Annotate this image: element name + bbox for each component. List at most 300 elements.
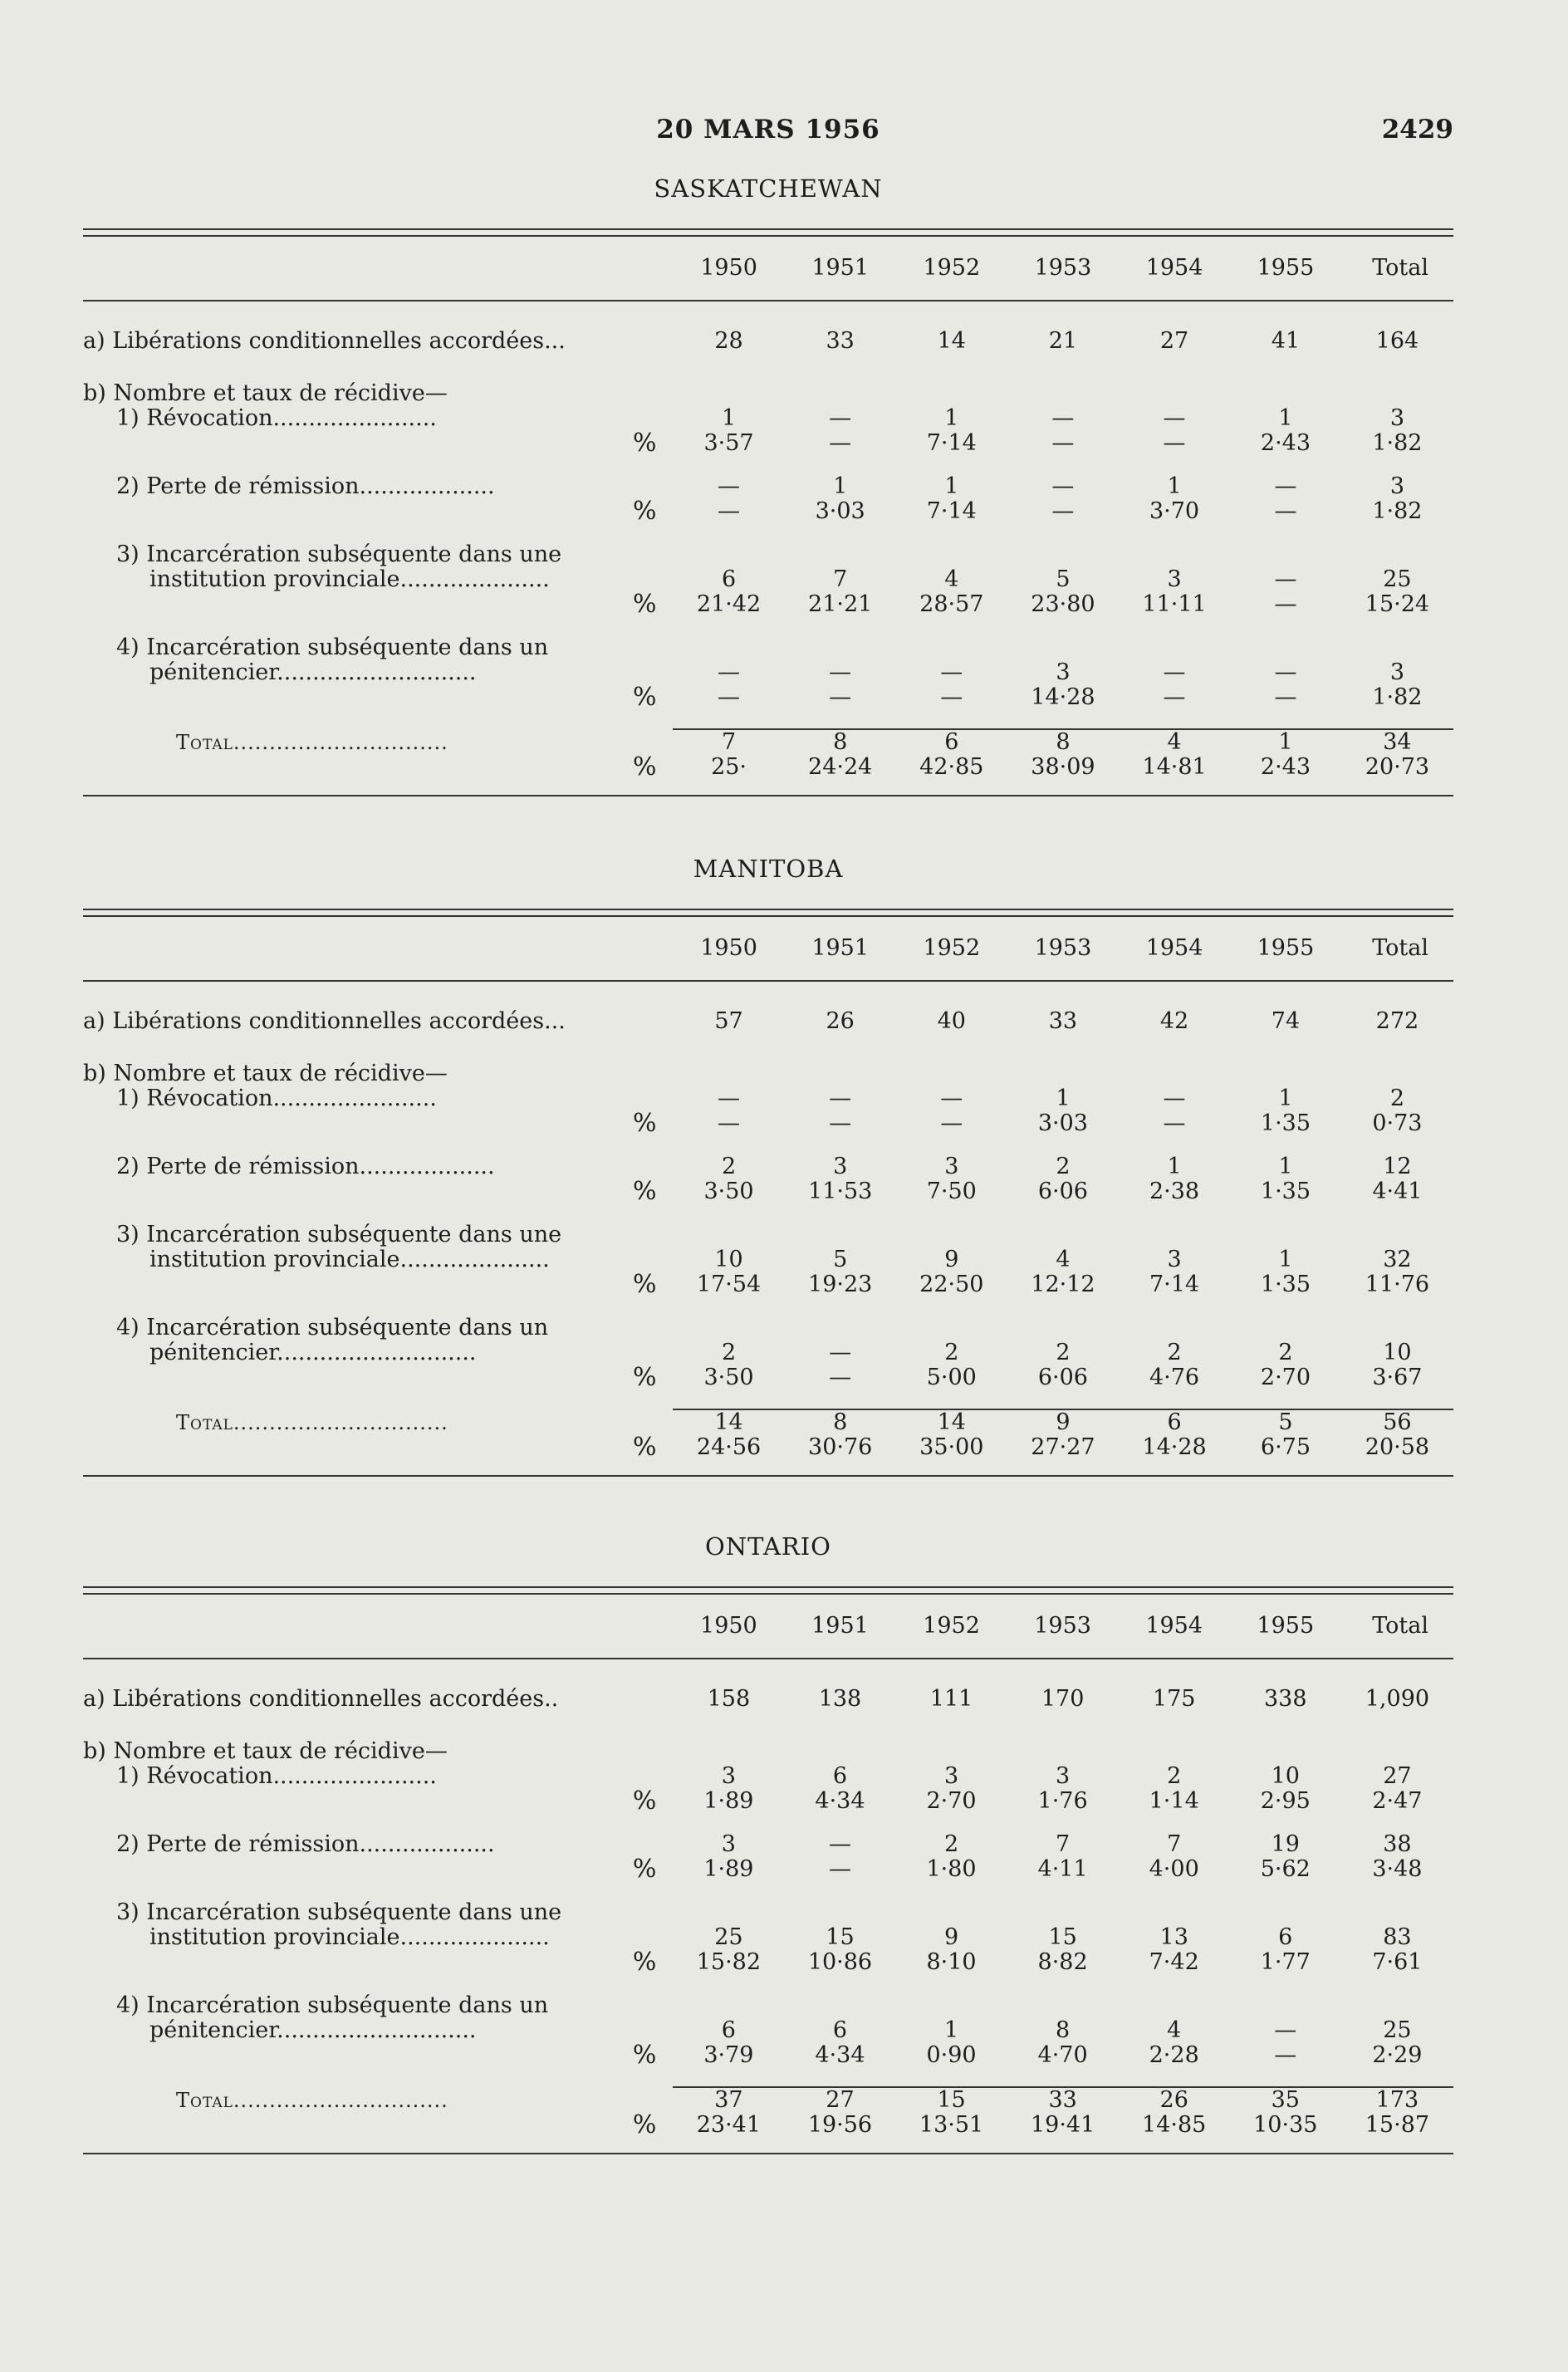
provinciale-pct-cell-0: 21·42 bbox=[696, 591, 762, 617]
remission-label-text: 2) Perte de rémission................... bbox=[116, 473, 495, 499]
liberations-row bbox=[83, 981, 1453, 1061]
total-label-text: Total.............................. bbox=[176, 1411, 448, 1434]
remission-pct-cell-1: 3·03 bbox=[815, 498, 865, 524]
row-gap-cell bbox=[83, 1390, 1453, 1409]
total-pct-cell-1: 19·56 bbox=[807, 2112, 873, 2138]
revocation-pct-cell-1: — bbox=[829, 1110, 852, 1136]
revocation-pct-cell-0: — bbox=[718, 1110, 741, 1136]
penitencier-count-cell-0: 6 bbox=[721, 2017, 736, 2043]
row-gap-cell bbox=[83, 1204, 1453, 1223]
revocation-pct-cell-2: 2·70 bbox=[926, 1788, 977, 1814]
page-date: 20 MARS 1956 bbox=[656, 115, 880, 145]
total-count-cell-2: 15 bbox=[896, 2087, 1007, 2113]
revocation-label-text: 1) Révocation....................... bbox=[116, 1763, 437, 1789]
liberations-cell-4: 27 bbox=[1159, 328, 1189, 354]
penitencier-pct-spacer bbox=[576, 635, 674, 685]
penitencier-pct-spacer bbox=[576, 1993, 674, 2043]
penitencier-pct-row bbox=[83, 685, 1453, 710]
remission-pct-cell-2: 7·50 bbox=[926, 1179, 977, 1204]
penitencier-count-cell-2: — bbox=[940, 659, 963, 685]
liberations-cell-6: 1,090 bbox=[1365, 1686, 1430, 1712]
header-spacer bbox=[83, 237, 576, 300]
remission-count-cell-2: 1 bbox=[944, 473, 959, 499]
double-rule bbox=[83, 1586, 1453, 1595]
liberations-cell-1: 26 bbox=[826, 1008, 855, 1034]
column-header-1953: 1953 bbox=[1034, 935, 1092, 961]
column-header-1954: 1954 bbox=[1145, 255, 1203, 281]
row-gap-cell bbox=[83, 2068, 1453, 2087]
row-gap bbox=[83, 1975, 1453, 1993]
liberations-cell-6: 272 bbox=[1375, 1008, 1419, 1034]
liberations-cell-3: 21 bbox=[1048, 328, 1078, 354]
row-gap-cell bbox=[83, 1814, 1453, 1832]
column-header-1955: 1955 bbox=[1257, 1613, 1315, 1639]
provinciale-count-cell-3: 15 bbox=[1048, 1924, 1077, 1950]
penitencier-count-cell-5: 2 bbox=[1278, 1340, 1293, 1365]
total-pct-sign: % bbox=[632, 2110, 657, 2139]
total-count-cell-5: 1 bbox=[1230, 729, 1341, 755]
revocation-count-cell-2: 1 bbox=[944, 405, 959, 431]
column-header-1951: 1951 bbox=[811, 1613, 869, 1639]
liberations-row bbox=[83, 301, 1453, 381]
penitencier-pct-cell-4: 2·28 bbox=[1149, 2042, 1199, 2068]
revocation-label-text: 1) Révocation....................... bbox=[116, 405, 437, 431]
revocation-pct-sign: % bbox=[632, 1786, 657, 1816]
liberations-cell-2: 14 bbox=[937, 328, 966, 354]
penitencier-pct-label-spacer bbox=[83, 685, 576, 710]
total-label-text: Total.............................. bbox=[176, 2089, 448, 2112]
section-ontario bbox=[83, 1528, 1453, 2154]
revocation-count-cell-0: 3 bbox=[721, 1763, 736, 1789]
provinciale-pct-spacer bbox=[576, 1223, 674, 1272]
provinciale-count-cell-4: 3 bbox=[1167, 1247, 1182, 1272]
liberations-cell-5: 74 bbox=[1271, 1008, 1301, 1034]
provinciale-pct-cell-6: 7·61 bbox=[1372, 1949, 1423, 1975]
row-gap bbox=[83, 1882, 1453, 1900]
header-row bbox=[83, 917, 1453, 980]
penitencier-pct-cell-2: — bbox=[940, 684, 963, 710]
provinciale-pct-cell-1: 10·86 bbox=[807, 1949, 873, 1975]
row-gap bbox=[83, 1814, 1453, 1832]
liberations-label: a) Libérations conditionnelles accordées... bbox=[83, 328, 566, 354]
header-row bbox=[83, 1595, 1453, 1658]
provinciale-count-cell-4: 3 bbox=[1167, 566, 1182, 592]
penitencier-pct-sign: % bbox=[632, 683, 657, 712]
penitencier-count-cell-1: — bbox=[829, 1340, 852, 1365]
provinciale-pct-cell-5: 1·77 bbox=[1260, 1949, 1311, 1975]
remission-pct-cell-6: 3·48 bbox=[1372, 1856, 1423, 1882]
total-count-cell-2: 14 bbox=[896, 1409, 1007, 1435]
total-label-text: Total.............................. bbox=[176, 731, 448, 754]
recidive-heading: b) Nombre et taux de récidive— bbox=[83, 380, 448, 406]
liberations-cell-0: 28 bbox=[714, 328, 743, 354]
total-pct-sign: % bbox=[632, 1433, 657, 1462]
revocation-pct-cell-2: 7·14 bbox=[926, 430, 977, 456]
liberations-spacer bbox=[576, 301, 674, 381]
revocation-pct-cell-5: 1·35 bbox=[1260, 1110, 1311, 1136]
penitencier-pct-label-spacer bbox=[83, 2043, 576, 2068]
remission-count-cell-2: 3 bbox=[944, 1154, 959, 1179]
remission-count-cell-6: 3 bbox=[1389, 473, 1404, 499]
remission-pct-cell-0: 3·50 bbox=[703, 1179, 754, 1204]
revocation-pct-cell-3: 1·76 bbox=[1037, 1788, 1088, 1814]
remission-pct-label-spacer bbox=[83, 499, 576, 524]
column-header-1952: 1952 bbox=[923, 935, 981, 961]
revocation-count-cell-5: 10 bbox=[1271, 1763, 1300, 1789]
total-count-row bbox=[83, 729, 1453, 755]
remission-count-cell-3: — bbox=[1051, 473, 1075, 499]
provinciale-count-cell-6: 83 bbox=[1383, 1924, 1412, 1950]
penitencier-count-row bbox=[83, 1993, 1453, 2043]
column-header-1951: 1951 bbox=[811, 935, 870, 961]
remission-count-cell-4: 1 bbox=[1167, 1154, 1182, 1179]
revocation-pct-row bbox=[83, 1789, 1453, 1814]
revocation-pct-cell-6: 0·73 bbox=[1372, 1110, 1423, 1136]
column-header-1950: 1950 bbox=[700, 1613, 757, 1639]
revocation-count-cell-6: 3 bbox=[1389, 405, 1404, 431]
total-count-cell-0: 7 bbox=[673, 729, 784, 755]
penitencier-pct-spacer bbox=[576, 1316, 674, 1365]
remission-count-cell-3: 7 bbox=[1056, 1831, 1071, 1857]
remission-label bbox=[83, 474, 576, 499]
recidive-heading-row bbox=[83, 381, 1453, 406]
liberations-cell-4: 175 bbox=[1152, 1686, 1196, 1712]
liberations-cell-3: 33 bbox=[1048, 1008, 1078, 1034]
total-label bbox=[83, 729, 576, 755]
liberations-cell-0: 57 bbox=[714, 1008, 743, 1034]
provinciale-label-line2: institution provinciale..................... bbox=[149, 1247, 550, 1272]
column-header-1953: 1953 bbox=[1034, 1613, 1091, 1639]
penitencier-pct-cell-3: 4·70 bbox=[1037, 2042, 1088, 2068]
liberations-cell-2: 40 bbox=[937, 1008, 966, 1034]
provinciale-label-line2: institution provinciale..................... bbox=[149, 1924, 550, 1950]
total-count-cell-0: 14 bbox=[673, 1409, 784, 1435]
remission-pct-sign: % bbox=[632, 1177, 657, 1206]
penitencier-label-line1: 4) Incarcération subséquente dans un bbox=[116, 1992, 549, 2018]
penitencier-pct-cell-1: — bbox=[829, 684, 852, 710]
remission-pct-sign: % bbox=[632, 1855, 657, 1884]
liberations-cell-5: 41 bbox=[1271, 328, 1301, 354]
penitencier-pct-cell-5: — bbox=[1274, 2042, 1297, 2068]
row-gap bbox=[83, 1297, 1453, 1316]
total-count-cell-1: 8 bbox=[785, 1409, 896, 1435]
header-spacer bbox=[576, 237, 674, 300]
revocation-pct-cell-6: 1·82 bbox=[1372, 430, 1423, 456]
penitencier-pct-cell-0: 3·50 bbox=[703, 1365, 754, 1390]
remission-pct-cell-0: 1·89 bbox=[703, 1856, 754, 1882]
remission-pct-cell-5: — bbox=[1274, 498, 1297, 524]
provinciale-count-cell-2: 9 bbox=[944, 1247, 959, 1272]
remission-pct-cell-4: 3·70 bbox=[1149, 498, 1200, 524]
total-count-cell-6: 173 bbox=[1341, 2087, 1453, 2113]
remission-pct-row bbox=[83, 1857, 1453, 1882]
remission-count-cell-0: 3 bbox=[721, 1831, 736, 1857]
total-pct-label-spacer bbox=[83, 755, 576, 780]
penitencier-count-cell-1: 6 bbox=[832, 2017, 848, 2043]
recidive-heading-row bbox=[83, 1061, 1453, 1086]
total-pct-cell-6: 15·87 bbox=[1365, 2112, 1430, 2138]
section-title: SASKATCHEWAN bbox=[654, 174, 883, 203]
total-pct-row bbox=[83, 1435, 1453, 1460]
penitencier-pct-cell-3: 14·28 bbox=[1031, 684, 1095, 710]
provinciale-pct-sign: % bbox=[632, 1270, 657, 1299]
total-pct-cell-6: 20·73 bbox=[1365, 754, 1430, 780]
revocation-count-cell-1: — bbox=[829, 1086, 852, 1111]
total-count-row bbox=[83, 2087, 1453, 2113]
provinciale-pct-label-spacer bbox=[83, 1950, 576, 1975]
total-pct-cell-2: 42·85 bbox=[919, 754, 984, 780]
total-pct-cell-0: 25· bbox=[711, 754, 747, 780]
total-spacer bbox=[576, 2087, 674, 2113]
penitencier-pct-cell-2: 0·90 bbox=[926, 2042, 977, 2068]
remission-pct-cell-4: 4·00 bbox=[1149, 1856, 1199, 1882]
remission-pct-cell-6: 1·82 bbox=[1372, 498, 1423, 524]
total-label bbox=[83, 2087, 576, 2113]
total-count-cell-0: 37 bbox=[673, 2087, 784, 2113]
revocation-count-cell-5: 1 bbox=[1278, 1086, 1293, 1111]
penitencier-count-row bbox=[83, 635, 1453, 685]
total-spacer bbox=[576, 1409, 674, 1435]
provinciale-pct-spacer bbox=[576, 1900, 674, 1950]
provinciale-count-cell-5: 6 bbox=[1278, 1924, 1293, 1950]
total-count-cell-3: 8 bbox=[1007, 729, 1119, 755]
stats-table bbox=[83, 917, 1453, 1460]
penitencier-pct-cell-6: 3·67 bbox=[1372, 1365, 1423, 1390]
revocation-pct-cell-3: 3·03 bbox=[1037, 1110, 1088, 1136]
remission-pct-row bbox=[83, 1179, 1453, 1204]
revocation-count-cell-0: — bbox=[718, 1086, 741, 1111]
revocation-pct-label-spacer bbox=[83, 431, 576, 456]
revocation-label bbox=[83, 1086, 576, 1111]
provinciale-pct-cell-3: 8·82 bbox=[1037, 1949, 1088, 1975]
remission-count-cell-1: — bbox=[828, 1831, 851, 1857]
column-header-1950: 1950 bbox=[700, 255, 757, 281]
provinciale-pct-row bbox=[83, 1272, 1453, 1297]
remission-label bbox=[83, 1832, 576, 1857]
provinciale-pct-cell-6: 11·76 bbox=[1365, 1272, 1430, 1297]
provinciale-label-line1: 3) Incarcération subséquente dans une bbox=[116, 1899, 562, 1925]
total-pct-cell-2: 13·51 bbox=[919, 2112, 984, 2138]
remission-pct-cell-4: 2·38 bbox=[1149, 1179, 1200, 1204]
remission-pct-cell-1: — bbox=[828, 1856, 851, 1882]
penitencier-pct-row bbox=[83, 2043, 1453, 2068]
provinciale-count-cell-2: 4 bbox=[944, 566, 959, 592]
remission-pct-cell-3: — bbox=[1051, 498, 1075, 524]
total-pct-row bbox=[83, 2113, 1453, 2138]
remission-label-text: 2) Perte de rémission................... bbox=[116, 1154, 495, 1179]
liberations-cell-4: 42 bbox=[1159, 1008, 1189, 1034]
provinciale-label-line1: 3) Incarcération subséquente dans une bbox=[116, 1222, 562, 1247]
provinciale-count-cell-1: 7 bbox=[833, 566, 848, 592]
total-count-cell-2: 6 bbox=[896, 729, 1007, 755]
remission-count-cell-0: 2 bbox=[721, 1154, 737, 1179]
provinciale-pct-cell-5: — bbox=[1274, 591, 1297, 617]
revocation-pct-cell-4: — bbox=[1163, 1110, 1186, 1136]
total-pct-row bbox=[83, 755, 1453, 780]
liberations-cell-1: 33 bbox=[826, 328, 855, 354]
row-gap bbox=[83, 2068, 1453, 2087]
recidive-heading-row bbox=[83, 1739, 1453, 1764]
provinciale-pct-cell-1: 19·23 bbox=[808, 1272, 873, 1297]
remission-count-cell-5: — bbox=[1274, 473, 1297, 499]
column-header-total: Total bbox=[1372, 935, 1428, 961]
remission-count-row bbox=[83, 1154, 1453, 1179]
column-header-1952: 1952 bbox=[923, 255, 981, 281]
revocation-pct-cell-4: — bbox=[1163, 430, 1186, 456]
remission-count-cell-3: 2 bbox=[1056, 1154, 1071, 1179]
column-header-1954: 1954 bbox=[1145, 1613, 1203, 1639]
total-pct-cell-4: 14·85 bbox=[1142, 2112, 1207, 2138]
column-header-total: Total bbox=[1372, 1613, 1428, 1639]
total-pct-cell-5: 2·43 bbox=[1260, 754, 1311, 780]
liberations-cell-2: 111 bbox=[929, 1686, 973, 1712]
total-count-cell-5: 5 bbox=[1230, 1409, 1341, 1435]
remission-count-cell-6: 38 bbox=[1383, 1831, 1412, 1857]
penitencier-pct-cell-2: 5·00 bbox=[926, 1365, 977, 1390]
liberations-label: a) Libérations conditionnelles accordées.. bbox=[83, 1686, 559, 1712]
double-rule bbox=[83, 228, 1453, 237]
liberations-cell-6: 164 bbox=[1375, 328, 1419, 354]
provinciale-count-cell-6: 32 bbox=[1383, 1247, 1412, 1272]
provinciale-pct-cell-6: 15·24 bbox=[1365, 591, 1430, 617]
revocation-pct-cell-5: 2·43 bbox=[1260, 430, 1311, 456]
column-header-1951: 1951 bbox=[811, 255, 870, 281]
provinciale-count-row bbox=[83, 1223, 1453, 1272]
row-gap-cell bbox=[83, 524, 1453, 542]
liberations-cell-0: 158 bbox=[707, 1686, 751, 1712]
total-pct-sign: % bbox=[632, 752, 657, 782]
penitencier-pct-cell-3: 6·06 bbox=[1037, 1365, 1088, 1390]
revocation-pct-row bbox=[83, 431, 1453, 456]
provinciale-count-row bbox=[83, 542, 1453, 592]
remission-pct-cell-1: 11·53 bbox=[808, 1179, 873, 1204]
section-manitoba bbox=[83, 850, 1453, 1477]
row-gap-cell bbox=[83, 1975, 1453, 1993]
double-rule bbox=[83, 909, 1453, 917]
remission-pct-cell-5: 5·62 bbox=[1260, 1856, 1311, 1882]
remission-pct-row bbox=[83, 499, 1453, 524]
remission-count-cell-1: 1 bbox=[833, 473, 848, 499]
row-gap bbox=[83, 524, 1453, 542]
revocation-pct-cell-6: 2·47 bbox=[1372, 1788, 1423, 1814]
provinciale-pct-cell-2: 22·50 bbox=[919, 1272, 984, 1297]
penitencier-count-cell-4: 2 bbox=[1167, 1340, 1182, 1365]
penitencier-label-line1: 4) Incarcération subséquente dans un bbox=[116, 635, 549, 660]
revocation-pct-row bbox=[83, 1111, 1453, 1136]
penitencier-count-cell-2: 1 bbox=[943, 2017, 959, 2043]
total-count-cell-4: 6 bbox=[1119, 1409, 1230, 1435]
penitencier-label bbox=[83, 635, 576, 685]
penitencier-count-cell-2: 2 bbox=[944, 1340, 959, 1365]
provinciale-pct-cell-4: 11·11 bbox=[1142, 591, 1207, 617]
penitencier-pct-cell-4: 4·76 bbox=[1149, 1365, 1200, 1390]
liberations-row bbox=[83, 1659, 1453, 1739]
remission-label bbox=[83, 1154, 576, 1179]
remission-count-row bbox=[83, 474, 1453, 499]
row-gap-cell bbox=[83, 617, 1453, 635]
revocation-pct-spacer bbox=[576, 406, 674, 431]
row-gap bbox=[83, 456, 1453, 474]
row-gap-cell bbox=[83, 1882, 1453, 1900]
penitencier-pct-sign: % bbox=[632, 1363, 657, 1392]
row-gap-cell bbox=[83, 1297, 1453, 1316]
penitencier-pct-cell-0: 3·79 bbox=[703, 2042, 754, 2068]
revocation-pct-cell-2: — bbox=[940, 1110, 963, 1136]
header-spacer bbox=[576, 1595, 674, 1658]
penitencier-count-cell-0: 2 bbox=[721, 1340, 737, 1365]
total-count-cell-5: 35 bbox=[1230, 2087, 1341, 2113]
liberations-label: a) Libérations conditionnelles accordées... bbox=[83, 1008, 566, 1034]
remission-count-cell-4: 7 bbox=[1167, 1831, 1182, 1857]
provinciale-pct-sign: % bbox=[632, 1948, 657, 1977]
section-end-rule bbox=[83, 2153, 1453, 2154]
total-count-cell-4: 26 bbox=[1119, 2087, 1230, 2113]
column-header-total: Total bbox=[1372, 255, 1428, 281]
penitencier-pct-cell-1: 4·34 bbox=[815, 2042, 865, 2068]
header-spacer bbox=[83, 917, 576, 980]
provinciale-pct-cell-0: 17·54 bbox=[696, 1272, 762, 1297]
total-pct-cell-4: 14·28 bbox=[1142, 1434, 1207, 1460]
row-gap bbox=[83, 617, 1453, 635]
column-header-1954: 1954 bbox=[1145, 935, 1203, 961]
penitencier-count-cell-1: — bbox=[829, 659, 852, 685]
revocation-label-text: 1) Révocation....................... bbox=[116, 1086, 437, 1111]
liberations-cell-3: 170 bbox=[1041, 1686, 1085, 1712]
penitencier-count-cell-6: 10 bbox=[1383, 1340, 1412, 1365]
column-header-1953: 1953 bbox=[1034, 255, 1092, 281]
penitencier-pct-cell-6: 1·82 bbox=[1372, 684, 1423, 710]
liberations-spacer bbox=[576, 981, 674, 1061]
revocation-count-cell-2: — bbox=[940, 1086, 963, 1111]
revocation-count-cell-1: 6 bbox=[832, 1763, 848, 1789]
total-count-cell-1: 27 bbox=[784, 2087, 895, 2113]
total-pct-cell-1: 30·76 bbox=[808, 1434, 873, 1460]
revocation-count-cell-5: 1 bbox=[1278, 405, 1293, 431]
penitencier-count-cell-3: 8 bbox=[1056, 2017, 1071, 2043]
provinciale-count-row bbox=[83, 1900, 1453, 1950]
section-title: ONTARIO bbox=[705, 1532, 831, 1561]
provinciale-count-cell-4: 13 bbox=[1159, 1924, 1188, 1950]
penitencier-label bbox=[83, 1316, 576, 1365]
remission-pct-label-spacer bbox=[83, 1857, 576, 1882]
remission-pct-spacer bbox=[576, 1832, 674, 1857]
penitencier-count-cell-5: — bbox=[1274, 659, 1297, 685]
provinciale-pct-label-spacer bbox=[83, 592, 576, 617]
row-gap bbox=[83, 1136, 1453, 1154]
penitencier-label bbox=[83, 1993, 576, 2043]
revocation-count-cell-6: 27 bbox=[1383, 1763, 1412, 1789]
revocation-pct-cell-4: 1·14 bbox=[1149, 1788, 1199, 1814]
revocation-pct-label-spacer bbox=[83, 1789, 576, 1814]
revocation-count-cell-4: — bbox=[1163, 405, 1186, 431]
total-pct-label-spacer bbox=[83, 1435, 576, 1460]
remission-pct-cell-2: 1·80 bbox=[926, 1856, 977, 1882]
row-gap bbox=[83, 1390, 1453, 1409]
total-pct-cell-3: 19·41 bbox=[1030, 2112, 1095, 2138]
revocation-label bbox=[83, 406, 576, 431]
revocation-count-row bbox=[83, 406, 1453, 431]
provinciale-pct-row bbox=[83, 592, 1453, 617]
revocation-pct-cell-5: 2·95 bbox=[1260, 1788, 1311, 1814]
revocation-count-cell-4: 2 bbox=[1167, 1763, 1182, 1789]
column-header-1955: 1955 bbox=[1257, 935, 1315, 961]
penitencier-pct-cell-0: — bbox=[718, 684, 741, 710]
stats-table bbox=[83, 1595, 1453, 2138]
penitencier-count-cell-0: — bbox=[718, 659, 741, 685]
total-pct-cell-3: 27·27 bbox=[1031, 1434, 1095, 1460]
revocation-count-row bbox=[83, 1764, 1453, 1789]
provinciale-count-cell-0: 10 bbox=[714, 1247, 743, 1272]
